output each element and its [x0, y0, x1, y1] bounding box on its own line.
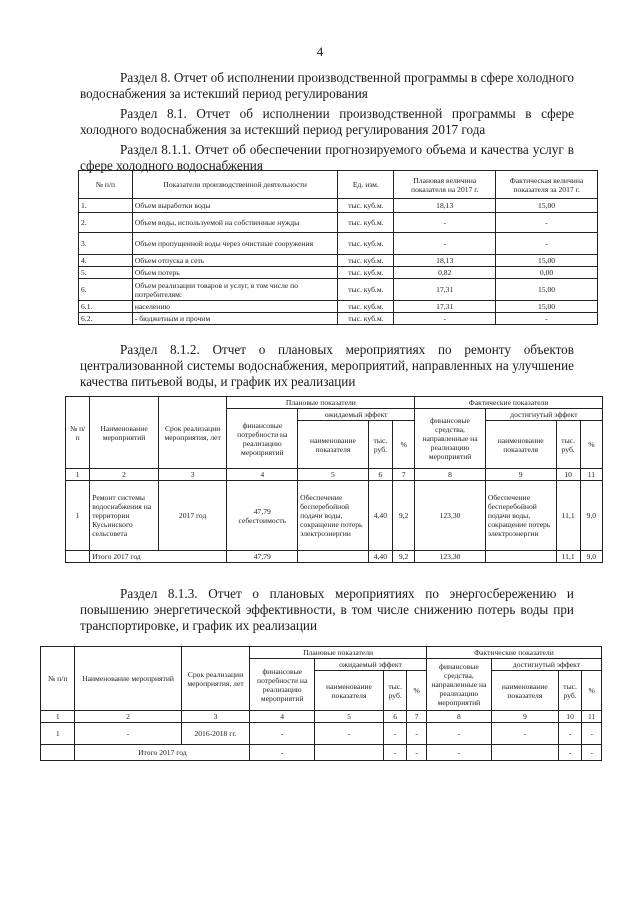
- header-fact: Фактические показатели: [426, 647, 601, 659]
- total-thous-fact: -: [558, 745, 582, 761]
- production-indicators-table: [78, 170, 598, 325]
- row-term: 2016-2018 гг.: [181, 723, 250, 745]
- row-label: Объем выработки воды: [132, 199, 338, 213]
- total-pct-fact: -: [582, 745, 602, 761]
- row-fact: 15,00: [496, 255, 598, 267]
- table-row: [79, 255, 598, 267]
- row-fact: -: [496, 313, 598, 325]
- row-plan: -: [394, 213, 496, 233]
- header-term: Срок реализации мероприятия, лет: [181, 647, 250, 711]
- header-pct-fact: %: [582, 671, 602, 711]
- header-indicator: наименование показателя: [315, 671, 384, 711]
- header-fin-plan: финансовые потребности на реализацию мероприятий: [227, 409, 298, 469]
- section-8-heading: Раздел 8. Отчет об исполнении производственной программы в сфере холодного водоснабжения за истекший период регулирования: [80, 70, 574, 101]
- row-unit: тыс. куб.м.: [338, 279, 394, 301]
- total-row: [66, 551, 603, 563]
- header-plan: Плановая величина показателя на 2017 г.: [394, 171, 496, 199]
- row-plan: 0,82: [394, 267, 496, 279]
- header-indicator-fact: наименование показателя: [485, 421, 556, 469]
- total-thous: 4,40: [368, 551, 392, 563]
- total-fin-fact: -: [426, 745, 491, 761]
- row-unit: тыс. куб.м.: [338, 313, 394, 325]
- repair-measures-table: [65, 396, 603, 563]
- total-label: Итого 2017 год: [75, 745, 250, 761]
- header-fin-plan: финансовые потребности на реализацию мероприятий: [250, 659, 315, 711]
- header-fin-fact: финансовые средства, направленные на реализацию мероприятий: [415, 409, 486, 469]
- total-label: Итого 2017 год: [90, 551, 227, 563]
- header-fin-fact: финансовые средства, направленные на реализацию мероприятий: [426, 659, 491, 711]
- header-indicator: наименование показателя: [298, 421, 369, 469]
- row-effect-fact: -: [491, 723, 558, 745]
- table-row: [79, 213, 598, 233]
- row-label: - бюджетным и прочим: [132, 313, 338, 325]
- row-pct: 9,2: [393, 481, 415, 551]
- row-num: 6.: [79, 279, 133, 301]
- header-thous: тыс. руб.: [383, 671, 407, 711]
- row-thous-fact: 11,1: [556, 481, 580, 551]
- table-row: [79, 301, 598, 313]
- row-fin-fact: 123,30: [415, 481, 486, 551]
- row-unit: тыс. куб.м.: [338, 301, 394, 313]
- row-fin: 47,79 себестоимость: [227, 481, 298, 551]
- table-row: [79, 313, 598, 325]
- section-8-1-3-heading: Раздел 8.1.3. Отчет о плановых мероприятиях по энергосбережению и повышению энергетической эффективности, в том числе снижению потерь воды при транспортировке, и график их реализации: [80, 586, 574, 633]
- row-unit: тыс. куб.м.: [338, 199, 394, 213]
- row-fact: 15,00: [496, 279, 598, 301]
- row-unit: тыс. куб.м.: [338, 213, 394, 233]
- row-label: населению: [132, 301, 338, 313]
- row-unit: тыс. куб.м.: [338, 233, 394, 255]
- row-num: 1.: [79, 199, 133, 213]
- row-fact: 15,00: [496, 301, 598, 313]
- header-achieved: достигнутый эффект: [491, 659, 601, 671]
- row-num: 6.1.: [79, 301, 133, 313]
- page-number: 4: [316, 44, 324, 59]
- total-row: [41, 745, 602, 761]
- header-pct: %: [393, 421, 415, 469]
- section-8-1-2-heading: Раздел 8.1.2. Отчет о плановых мероприятиях по ремонту объектов централизованной системы водоснабжения, мероприятий, направленных на улучшение качества питьевой воды, и график их реализации: [80, 342, 574, 389]
- header-fact: Фактические показатели: [415, 397, 603, 409]
- header-name: Наименование мероприятий: [90, 397, 159, 469]
- row-fact: 0,00: [496, 267, 598, 279]
- row-label: Объем отпуска в сеть: [132, 255, 338, 267]
- table-header-row: [79, 171, 598, 199]
- header-pct-fact: %: [580, 421, 602, 469]
- row-effect: Обеспечение бесперебойной подачи воды, сокращение потерь электроэнергии: [298, 481, 369, 551]
- total-fin-fact: 123,30: [415, 551, 486, 563]
- header-thous-fact: тыс. руб.: [558, 671, 582, 711]
- row-label: Объем потерь: [132, 267, 338, 279]
- column-number-row: 1 2 3 4 5 6 7 8 9 10 11: [41, 711, 602, 723]
- table-row: [41, 723, 602, 745]
- section-8-1-1-heading: Раздел 8.1.1. Отчет об обеспечении прогнозируемого объема и качества услуг в сфере холодного водоснабжения: [80, 142, 574, 173]
- total-fin: 47,79: [227, 551, 298, 563]
- total-thous: -: [383, 745, 407, 761]
- row-plan: -: [394, 233, 496, 255]
- table-row: [79, 267, 598, 279]
- row-thous-fact: -: [558, 723, 582, 745]
- row-num: 6.2.: [79, 313, 133, 325]
- header-thous-fact: тыс. руб.: [556, 421, 580, 469]
- header-num: № п/п: [79, 171, 133, 199]
- row-num: 3.: [79, 233, 133, 255]
- row-num: 4.: [79, 255, 133, 267]
- header-pct: %: [407, 671, 426, 711]
- row-thous: -: [383, 723, 407, 745]
- row-num: 1: [41, 723, 75, 745]
- header-plan: Плановые показатели: [227, 397, 415, 409]
- row-pct: -: [407, 723, 426, 745]
- row-unit: тыс. куб.м.: [338, 267, 394, 279]
- total-pct: 9,2: [393, 551, 415, 563]
- total-thous-fact: 11,1: [556, 551, 580, 563]
- row-label: Объем реализации товаров и услуг, в том числе по потребителям:: [132, 279, 338, 301]
- header-thous: тыс. руб.: [368, 421, 392, 469]
- row-fin: -: [250, 723, 315, 745]
- row-name: -: [75, 723, 181, 745]
- row-fact: -: [496, 233, 598, 255]
- table-row: [79, 199, 598, 213]
- row-term: 2017 год: [158, 481, 227, 551]
- header-plan: Плановые показатели: [250, 647, 427, 659]
- row-num: 2.: [79, 213, 133, 233]
- table-row: [79, 233, 598, 255]
- row-plan: -: [394, 313, 496, 325]
- row-pct-fact: -: [582, 723, 602, 745]
- header-fact: Фактическая величина показателя за 2017 г.: [496, 171, 598, 199]
- total-pct: -: [407, 745, 426, 761]
- row-num: 5.: [79, 267, 133, 279]
- header-num: № п/п: [41, 647, 75, 711]
- header-name: Наименование мероприятий: [75, 647, 181, 711]
- row-fin-fact: -: [426, 723, 491, 745]
- table-row: [79, 279, 598, 301]
- column-number-row: 1 2 3 4 5 6 7 8 9 10 11: [66, 469, 603, 481]
- header-indicator: Показатели производственной деятельности: [132, 171, 338, 199]
- row-thous: 4,40: [368, 481, 392, 551]
- row-pct-fact: 9,0: [580, 481, 602, 551]
- header-expected: ожидаемый эффект: [298, 409, 415, 421]
- row-fact: -: [496, 213, 598, 233]
- row-label: Объем воды, используемой на собственные нужды: [132, 213, 338, 233]
- row-fact: 15,00: [496, 199, 598, 213]
- header-indicator-fact: наименование показателя: [491, 671, 558, 711]
- header-expected: ожидаемый эффект: [315, 659, 427, 671]
- row-plan: 17,31: [394, 301, 496, 313]
- table-row: [66, 481, 603, 551]
- row-num: 1: [66, 481, 90, 551]
- row-name: Ремонт системы водоснабжения на территории Кусьинского сельсовета: [90, 481, 159, 551]
- row-effect: -: [315, 723, 384, 745]
- total-fin: -: [250, 745, 315, 761]
- header-achieved: достигнутый эффект: [485, 409, 602, 421]
- header-unit: Ед. изм.: [338, 171, 394, 199]
- row-effect-fact: Обеспечение бесперебойной подачи воды, сокращение потерь электроэнергии: [485, 481, 556, 551]
- row-plan: 18,13: [394, 255, 496, 267]
- energy-saving-table: [40, 646, 602, 761]
- row-plan: 17,31: [394, 279, 496, 301]
- header-term: Срок реализации мероприятия, лет: [158, 397, 227, 469]
- header-num: № п/п: [66, 397, 90, 469]
- row-plan: 18,13: [394, 199, 496, 213]
- section-8-1-heading: Раздел 8.1. Отчет об исполнении производственной программы в сфере холодного водоснабжения за истекший период регулирования 2017 года: [80, 106, 574, 137]
- total-pct-fact: 9,0: [580, 551, 602, 563]
- row-unit: тыс. куб.м.: [338, 255, 394, 267]
- row-label: Объем пропущенной воды через очистные сооружения: [132, 233, 338, 255]
